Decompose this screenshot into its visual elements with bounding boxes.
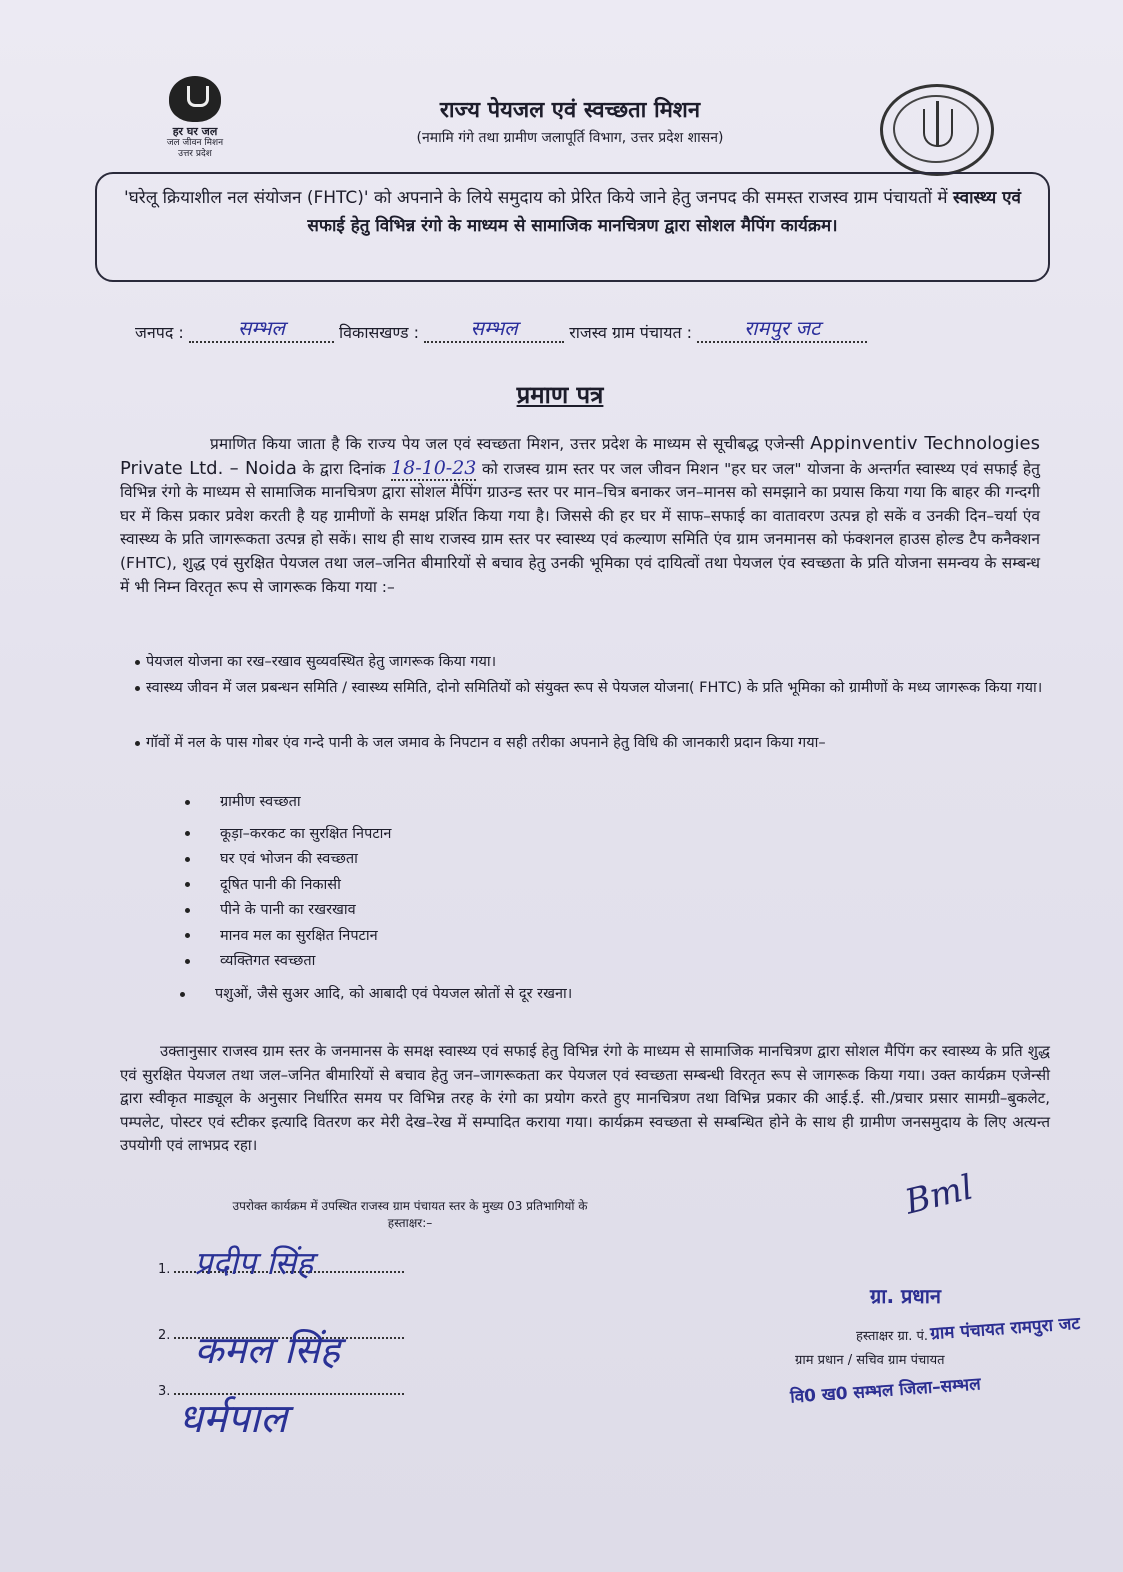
participant-1: 1. प्रदीप सिंह — [158, 1262, 404, 1277]
participant-1-signature: प्रदीप सिंह — [194, 1244, 314, 1282]
panchayat-value: रामपुर जट — [744, 316, 821, 340]
list-item: व्यक्तिगत स्वच्छता — [185, 949, 605, 975]
logo-text-line2: जल जीवन मिशन — [166, 138, 224, 148]
district-value: सम्भल — [237, 316, 285, 340]
seal-emblem — [923, 109, 953, 147]
awareness-bullet-1 — [135, 650, 1045, 674]
district-label: जनपद : — [135, 323, 184, 342]
certificate-heading: प्रमाण पत्र — [516, 381, 604, 409]
block-value: सम्भल — [470, 316, 518, 340]
bullet-icon — [185, 831, 190, 836]
bullet-icon — [185, 933, 190, 938]
bullet-text: गॉवों में नल के पास गोबर एंव गन्दे पानी के जल जमाव के निपटान व सही तरीका अपनाने हेतु विधि की जानकारी प्रदान किया गया– — [146, 735, 826, 751]
pradhan-stamp: ग्रा. प्रधान — [870, 1284, 941, 1308]
list-item: ग्रामीण स्वच्छता — [185, 790, 605, 816]
block-label: विकासखण्ड : — [339, 323, 420, 342]
program-title-text: 'घरेलू क्रियाशील नल संयोजन (FHTC)' को अपनाने के लिये समुदाय को प्रेरित किये जाने हेतु जनपद की समस्त राजस्व ग्राम पंचायतों में — [124, 188, 948, 208]
bullet-icon — [185, 908, 190, 913]
certificate-paragraph — [120, 432, 1040, 599]
hygiene-topics-list — [185, 790, 605, 975]
participant-3: 3. धर्मपाल — [158, 1384, 404, 1399]
bullet-icon — [185, 800, 190, 805]
logo-text-line3: उत्तर प्रदेश — [178, 149, 212, 159]
bullet-icon — [135, 660, 140, 665]
participant-2: 2. कमल सिंह — [158, 1328, 404, 1343]
list-item: मानव मल का सुरक्षित निपटान — [185, 924, 605, 950]
list-item: घर एवं भोजन की स्वच्छता — [185, 847, 605, 873]
panchayat-label: राजस्व ग्राम पंचायत : — [569, 323, 693, 342]
bullet-text: स्वास्थ्य जीवन में जल प्रबन्धन समिति / स्वास्थ्य समिति, दोनो समितियों को संयुक्त रूप से पेयजल योजना( FHTC) के प्रति भूमिका को ग्रामीणों के मध्य जागरूक किया गया। — [146, 680, 1043, 696]
mission-title: राज्य पेयजल एवं स्वच्छता मिशन — [439, 98, 701, 123]
bullet-icon — [180, 992, 185, 997]
participant-2-signature: कमल सिंह — [194, 1328, 340, 1372]
panchayat-stamp: ग्राम पंचायत रामपुरा जट — [929, 1313, 1081, 1345]
list-item: दूषित पानी की निकासी — [185, 873, 605, 899]
bullet-text: पेयजल योजना का रख–रखाव सुव्यवस्थित हेतु जागरूक किया गया। — [146, 654, 497, 670]
bullet-icon — [135, 686, 140, 691]
block-value-field — [424, 314, 564, 343]
pradhan-signature: Bml — [901, 1167, 977, 1223]
district-value-field — [189, 314, 334, 343]
animal-bullet: पशुओं, जैसे सुअर आदि, को आबादी एवं पेयजल स्रोतों से दूर रखना। — [180, 982, 740, 1008]
participant-3-signature: धर्मपाल — [178, 1396, 288, 1442]
bullet-icon — [185, 882, 190, 887]
water-tap-icon — [169, 76, 221, 122]
awareness-bullet-2 — [135, 676, 1045, 700]
block-district-stamp: वि0 ख0 सम्भल जिला–सम्भल — [789, 1374, 982, 1408]
bullet-icon — [185, 959, 190, 964]
agency-name: Appinventiv Technologies Private Ltd. – Noida — [120, 433, 1040, 479]
up-government-seal-icon — [880, 84, 994, 176]
program-title-bold: स्वास्थ्य एवं सफाई हेतु विभिन्न रंगो के माध्यम से सामाजिक मानचित्रण द्वारा सोशल मैपिंग कार्यक्रम। — [307, 188, 1021, 236]
bullet-icon — [185, 857, 190, 862]
participants-caption: उपरोक्त कार्यक्रम में उपस्थित राजस्व ग्राम पंचायत स्तर के मुख्य 03 प्रतिभागियों के हस्ताक्षर:– — [232, 1199, 588, 1230]
list-item: कूड़ा–करकट का सुरक्षित निपटान — [185, 822, 605, 848]
paragraph-body: को राजस्व ग्राम स्तर पर जल जीवन मिशन "हर घर जल" योजना के अन्तर्गत स्वास्थ्य एवं सफाई हेतु विभिन्न रंगो के माध्यम से सामाजिक मानचित्रण द्वारा सोशल मैपिंग ग्राउन्ड स्तर पर मान–चित्र बनाकर जन–मानस को समझाने का प्रयास किया गया कि बाहर की गन्दगी घर में किस प्रकार प्रवेश करती है यह ग्रामीणों के समक्ष प्रर्शित किया गया है। जिससे की हर घर में साफ–सफाई का वातावरण उत्पन्न हो सकें व उनकी दिन–चर्या एंव स्वास्थ्य के प्रति जागरूकता उत्पन्न हो सकें। साथ ही साथ राजस्व ग्राम स्तर पर स्वास्थ्य एवं कल्याण समिति एंव ग्राम जनमानस को फंक्शनल हाउस होल्ड टैप कनैक्शन (FHTC), शुद्ध एवं सुरक्षित पेयजल तथा जल–जनित बीमारियों से बचाव हेतु उनकी भूमिका एवं दायित्वों तथा पेयजल एंव स्वच्छता के प्रति योजना समन्वय के सम्बन्ध में भी निम्न विरतृत रूप से जागरूक किया गया :– — [120, 459, 1040, 596]
program-date: 18-10-23 — [391, 456, 477, 479]
paragraph-intro: प्रमाणित किया जाता है कि राज्य पेय जल एवं स्वच्छता मिशन, उत्तर प्रदेश के माध्यम से सूचीबद्ध एजेन्सी — [210, 435, 805, 453]
har-ghar-jal-logo — [140, 76, 250, 160]
bullet-icon — [135, 741, 140, 746]
program-title-box — [95, 172, 1050, 282]
awareness-bullet-3 — [135, 731, 1045, 755]
location-fields — [135, 314, 1065, 343]
list-item: पीने के पानी का रखरखाव — [185, 898, 605, 924]
designation-caption: ग्राम प्रधान / सचिव ग्राम पंचायत — [795, 1353, 945, 1368]
department-subtitle: (नमामि गंगे तथा ग्रामीण जलापूर्ति विभाग, उत्तर प्रदेश शासन) — [416, 130, 724, 146]
signature-caption: हस्ताक्षर ग्रा. पं. — [856, 1329, 928, 1344]
logo-text-line1: हर घर जल — [172, 125, 218, 138]
closing-paragraph: उक्तानुसार राजस्व ग्राम स्तर के जनमानस के समक्ष स्वास्थ्य एवं सफाई हेतु विभिन्न रंगो के माध्यम से सामाजिक मानचित्रण द्वारा सोशल मैपिंग कर स्वास्थ्य के प्रति शुद्ध एवं सुरक्षित पेयजल तथा जल–जनित बीमारियों से बचाव हेतु जन–जागरूकता कर पेयजल एवं स्वच्छता सम्बन्धी विरतृत रूप से जागरूक किया गया। उक्त कार्यक्रम एजेन्सी द्वारा स्वीकृत माड्यूल के अनुसार निर्धारित समय पर विभिन्न तरह के रंगो का प्रयोग करते हुए मानचित्रण तथा विभिन्न प्रकार की आई.ई. सी./प्रचार प्रसार सामग्री–बुकलेट, पम्पलेट, पोस्टर एवं स्टीकर इत्यादि वितरण कर मेरी देख–रेख में सम्पादित कराया गया। कार्यक्रम स्वच्छता से सम्बन्धित होने के साथ ही ग्रामीण जनसमुदाय के लिए अत्यन्त उपयोगी एवं लाभप्रद रहा। — [120, 1042, 1050, 1155]
date-prefix: के द्वारा दिनांक — [302, 459, 386, 478]
panchayat-value-field — [697, 314, 867, 343]
